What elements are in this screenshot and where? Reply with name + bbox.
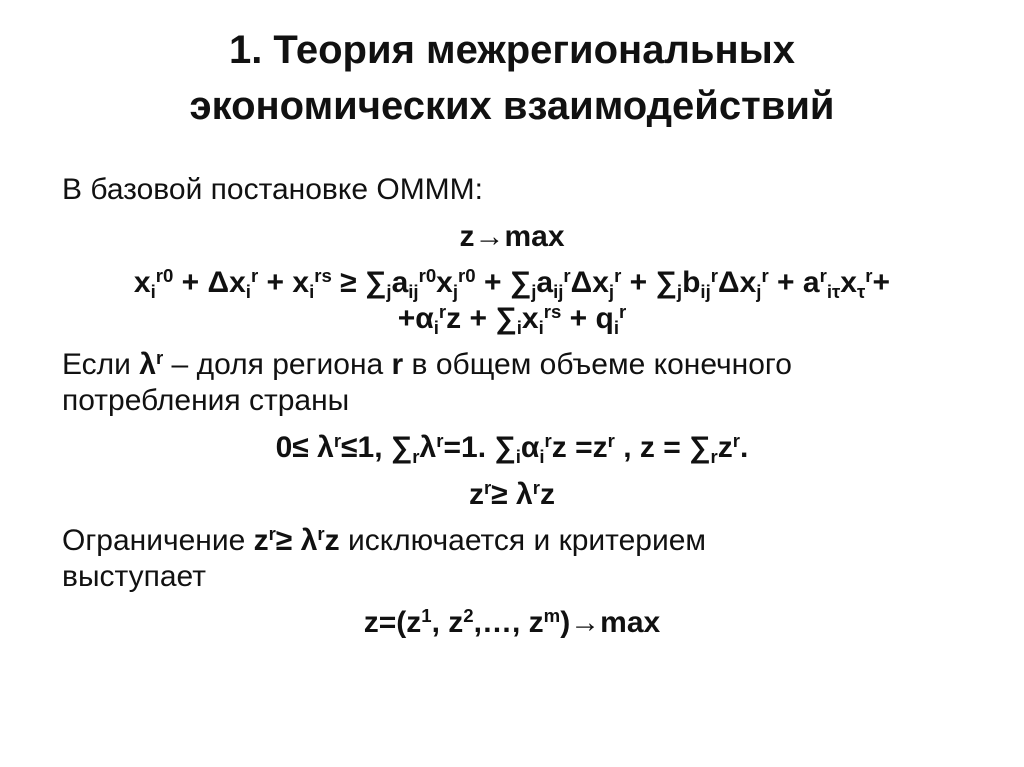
criterion-text-line-2: выступает — [62, 560, 206, 593]
lambda-constraints-formula: $0\le \lambda^r\le 1$, $\sum_r\lambda^r=1$. $\sum_i\alpha_i^rz =z^r$ , $z = \sum_rz^r$. — [275, 429, 749, 467]
title-line-1: 1. Теория межрегиональных — [228, 28, 796, 72]
vector-criterion-formula: $z=(z^1$, $z^2,\dots$, $z^m)\to\max$ — [363, 604, 661, 639]
slide-title — [40, 22, 984, 134]
objective-formula: z→max — [459, 220, 565, 253]
regional-share-formula: $z^r\ge \lambda^rz$ — [469, 476, 555, 511]
intro-text: В базовой постановке ОМММ: — [62, 173, 483, 206]
title-line-2: экономических взаимодействий — [189, 84, 835, 128]
lambda-definition-line-1: Если $\lambda^r$ – доля региона r в общем объеме конечного — [62, 346, 792, 381]
criterion-text-line-1: Ограничение $z^r\ge \lambda^rz$ исключается и критерием — [62, 522, 707, 557]
balance-constraint-line-1: $x_i^{r0} + \Delta x_i^r + x_i^{rs} \ge \sum_ja_{ij}^{r0}x_j^{r0} + \sum_ja_{ij}^r\Delta x_j^r + \sum_jb_{ij}^r\Delta x_j^r + a^r_{i\tau}x_\tau^r+$ — [133, 264, 891, 302]
balance-constraint-line-2: $+\alpha_i^rz + \sum_ix_i^{rs} + q_i^r$ — [397, 300, 627, 338]
lambda-definition-line-2: потребления страны — [62, 384, 350, 417]
